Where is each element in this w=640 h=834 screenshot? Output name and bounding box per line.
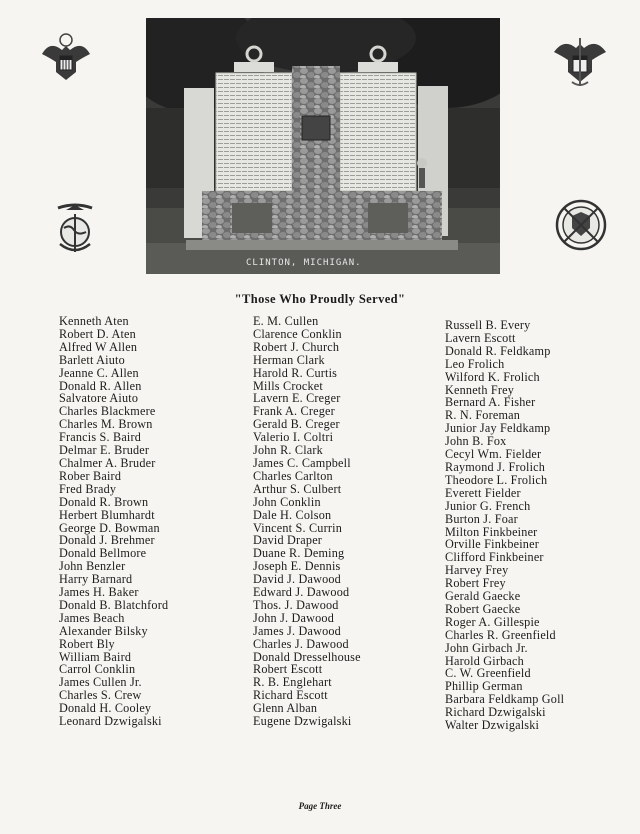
name-entry: Charles Carlton [253,468,333,483]
name-entry: Donald J. Brehmer [59,533,155,548]
name-entry: Junior G. French [445,498,531,513]
name-entry: E. M. Cullen [253,314,319,328]
name-entry: Walter Dzwigalski [445,718,540,733]
name-entry: Alfred W Allen [59,339,138,354]
name-entry: Valerio I. Coltri [253,430,334,445]
name-entry: Leo Frolich [445,356,505,371]
name-entry: John J. Dawood [253,610,335,625]
name-entry: John Benzler [59,559,126,574]
name-entry: Harvey Frey [445,563,509,578]
name-entry: Donald R. Feldkamp [445,343,551,358]
name-entry: Bernard A. Fisher [445,395,536,410]
name-entry: Lavern E. Creger [253,391,341,406]
name-entry: Charles S. Crew [59,688,142,703]
name-entry: Theodore L. Frolich [445,472,548,487]
name-entry: Delmar E. Bruder [59,443,150,458]
names-column-2 [253,315,361,728]
name-entry: Robert Frey [445,576,506,591]
name-entry: Cecyl Wm. Fielder [445,447,542,462]
navy-eagle-anchor-icon [552,32,608,88]
name-entry: Herman Clark [253,352,325,367]
name-entry: Clifford Finkbeiner [445,550,544,565]
name-entry: Duane R. Deming [253,546,345,561]
memorial-photo-drawing [146,18,500,274]
name-entry: R. B. Englehart [253,675,332,690]
name-entry: Robert J. Church [253,339,340,354]
name-entry: Russell B. Every [445,318,531,332]
name-entry: Chalmer A. Bruder [59,455,156,470]
name-entry: Rober Baird [59,468,122,483]
name-entry: Gerald Gaecke [445,589,521,604]
name-entry: James Cullen Jr. [59,675,142,690]
name-entry: Richard Dzwigalski [445,705,546,720]
name-entry: Joseph E. Dennis [253,559,341,574]
name-entry: Salvatore Aiuto [59,391,139,406]
name-entry: Leonard Dzwigalski [59,714,162,729]
name-entry: Donald R. Brown [59,494,149,509]
name-entry: C. W. Greenfield [445,666,531,681]
name-entry: David Draper [253,533,323,548]
name-entry: James C. Campbell [253,455,351,470]
name-entry: John R. Clark [253,443,323,458]
name-entry: James Beach [59,610,125,625]
name-entry: John Girbach Jr. [445,640,528,655]
name-entry: Wilford K. Frolich [445,369,540,384]
name-entry: Phillip German [445,679,523,694]
name-entry: Dale H. Colson [253,507,332,522]
name-entry: Harry Barnard [59,572,133,587]
name-entry: Clarence Conklin [253,326,342,341]
name-entry: Mills Crocket [253,378,323,393]
name-entry: Roger A. Gillespie [445,614,540,629]
name-entry: Donald B. Blatchford [59,597,169,612]
name-entry: Arthur S. Culbert [253,481,342,496]
memorial-photo [146,18,500,274]
name-entry: Thos. J. Dawood [253,597,339,612]
name-entry: William Baird [59,649,132,664]
name-entry: Barbara Feldkamp Goll [445,692,565,707]
name-entry: Lavern Escott [445,330,516,345]
name-entry: Harold R. Curtis [253,365,338,380]
name-entry: Junior Jay Feldkamp [445,421,551,436]
marine-corps-globe-anchor-icon [52,202,98,254]
coast-guard-seal-icon [554,198,608,252]
name-entry: Jeanne C. Allen [59,365,139,380]
name-entry: John B. Fox [445,434,507,449]
name-entry: James H. Baker [59,585,139,600]
name-entry: Donald Bellmore [59,546,147,561]
name-entry: George D. Bowman [59,520,160,535]
name-entry: Kenneth Aten [59,314,129,328]
name-entry: Donald Dresselhouse [253,649,361,664]
name-entry: Gerald B. Creger [253,417,340,432]
name-entry: R. N. Foreman [445,408,521,423]
name-entry: Glenn Alban [253,701,318,716]
name-entry: Frank A. Creger [253,404,335,419]
name-entry: Robert Gaecke [445,601,521,616]
name-entry: Harold Girbach [445,653,524,668]
name-entry: Fred Brady [59,481,117,496]
name-entry: Herbert Blumhardt [59,507,155,522]
name-entry: Orville Finkbeiner [445,537,539,552]
name-entry: Charles Blackmere [59,404,156,419]
name-entry: David J. Dawood [253,572,341,587]
name-entry: Kenneth Frey [445,382,515,397]
name-entry: Charles R. Greenfield [445,627,556,642]
name-entry: James J. Dawood [253,623,341,638]
page-number: Page Three [298,801,342,811]
name-entry: Charles J. Dawood [253,636,349,651]
names-column-1 [59,315,168,728]
army-eagle-seal-icon [40,32,92,84]
name-entry: Charles M. Brown [59,417,153,432]
name-entry: John Conklin [253,494,321,509]
name-entry: Eugene Dzwigalski [253,714,352,729]
name-entry: Barlett Aiuto [59,352,125,367]
page-heading: "Those Who Proudly Served" [234,292,406,306]
name-entry: Donald R. Allen [59,378,142,393]
name-entry: Alexander Bilsky [59,623,148,638]
name-entry: Richard Escott [253,688,328,703]
name-entry: Carrol Conklin [59,662,136,677]
photo-caption: CLINTON, MICHIGAN. [246,258,362,268]
name-entry: Robert Escott [253,662,323,677]
name-entry: Francis S. Baird [59,430,142,445]
names-column-3 [445,319,564,732]
name-entry: Burton J. Foar [445,511,518,526]
name-entry: Edward J. Dawood [253,585,350,600]
name-entry: Raymond J. Frolich [445,459,546,474]
name-entry: Robert Bly [59,636,115,651]
name-entry: Milton Finkbeiner [445,524,538,539]
name-entry: Donald H. Cooley [59,701,152,716]
name-entry: Vincent S. Currin [253,520,342,535]
name-entry: Robert D. Aten [59,326,136,341]
name-entry: Everett Fielder [445,485,521,500]
